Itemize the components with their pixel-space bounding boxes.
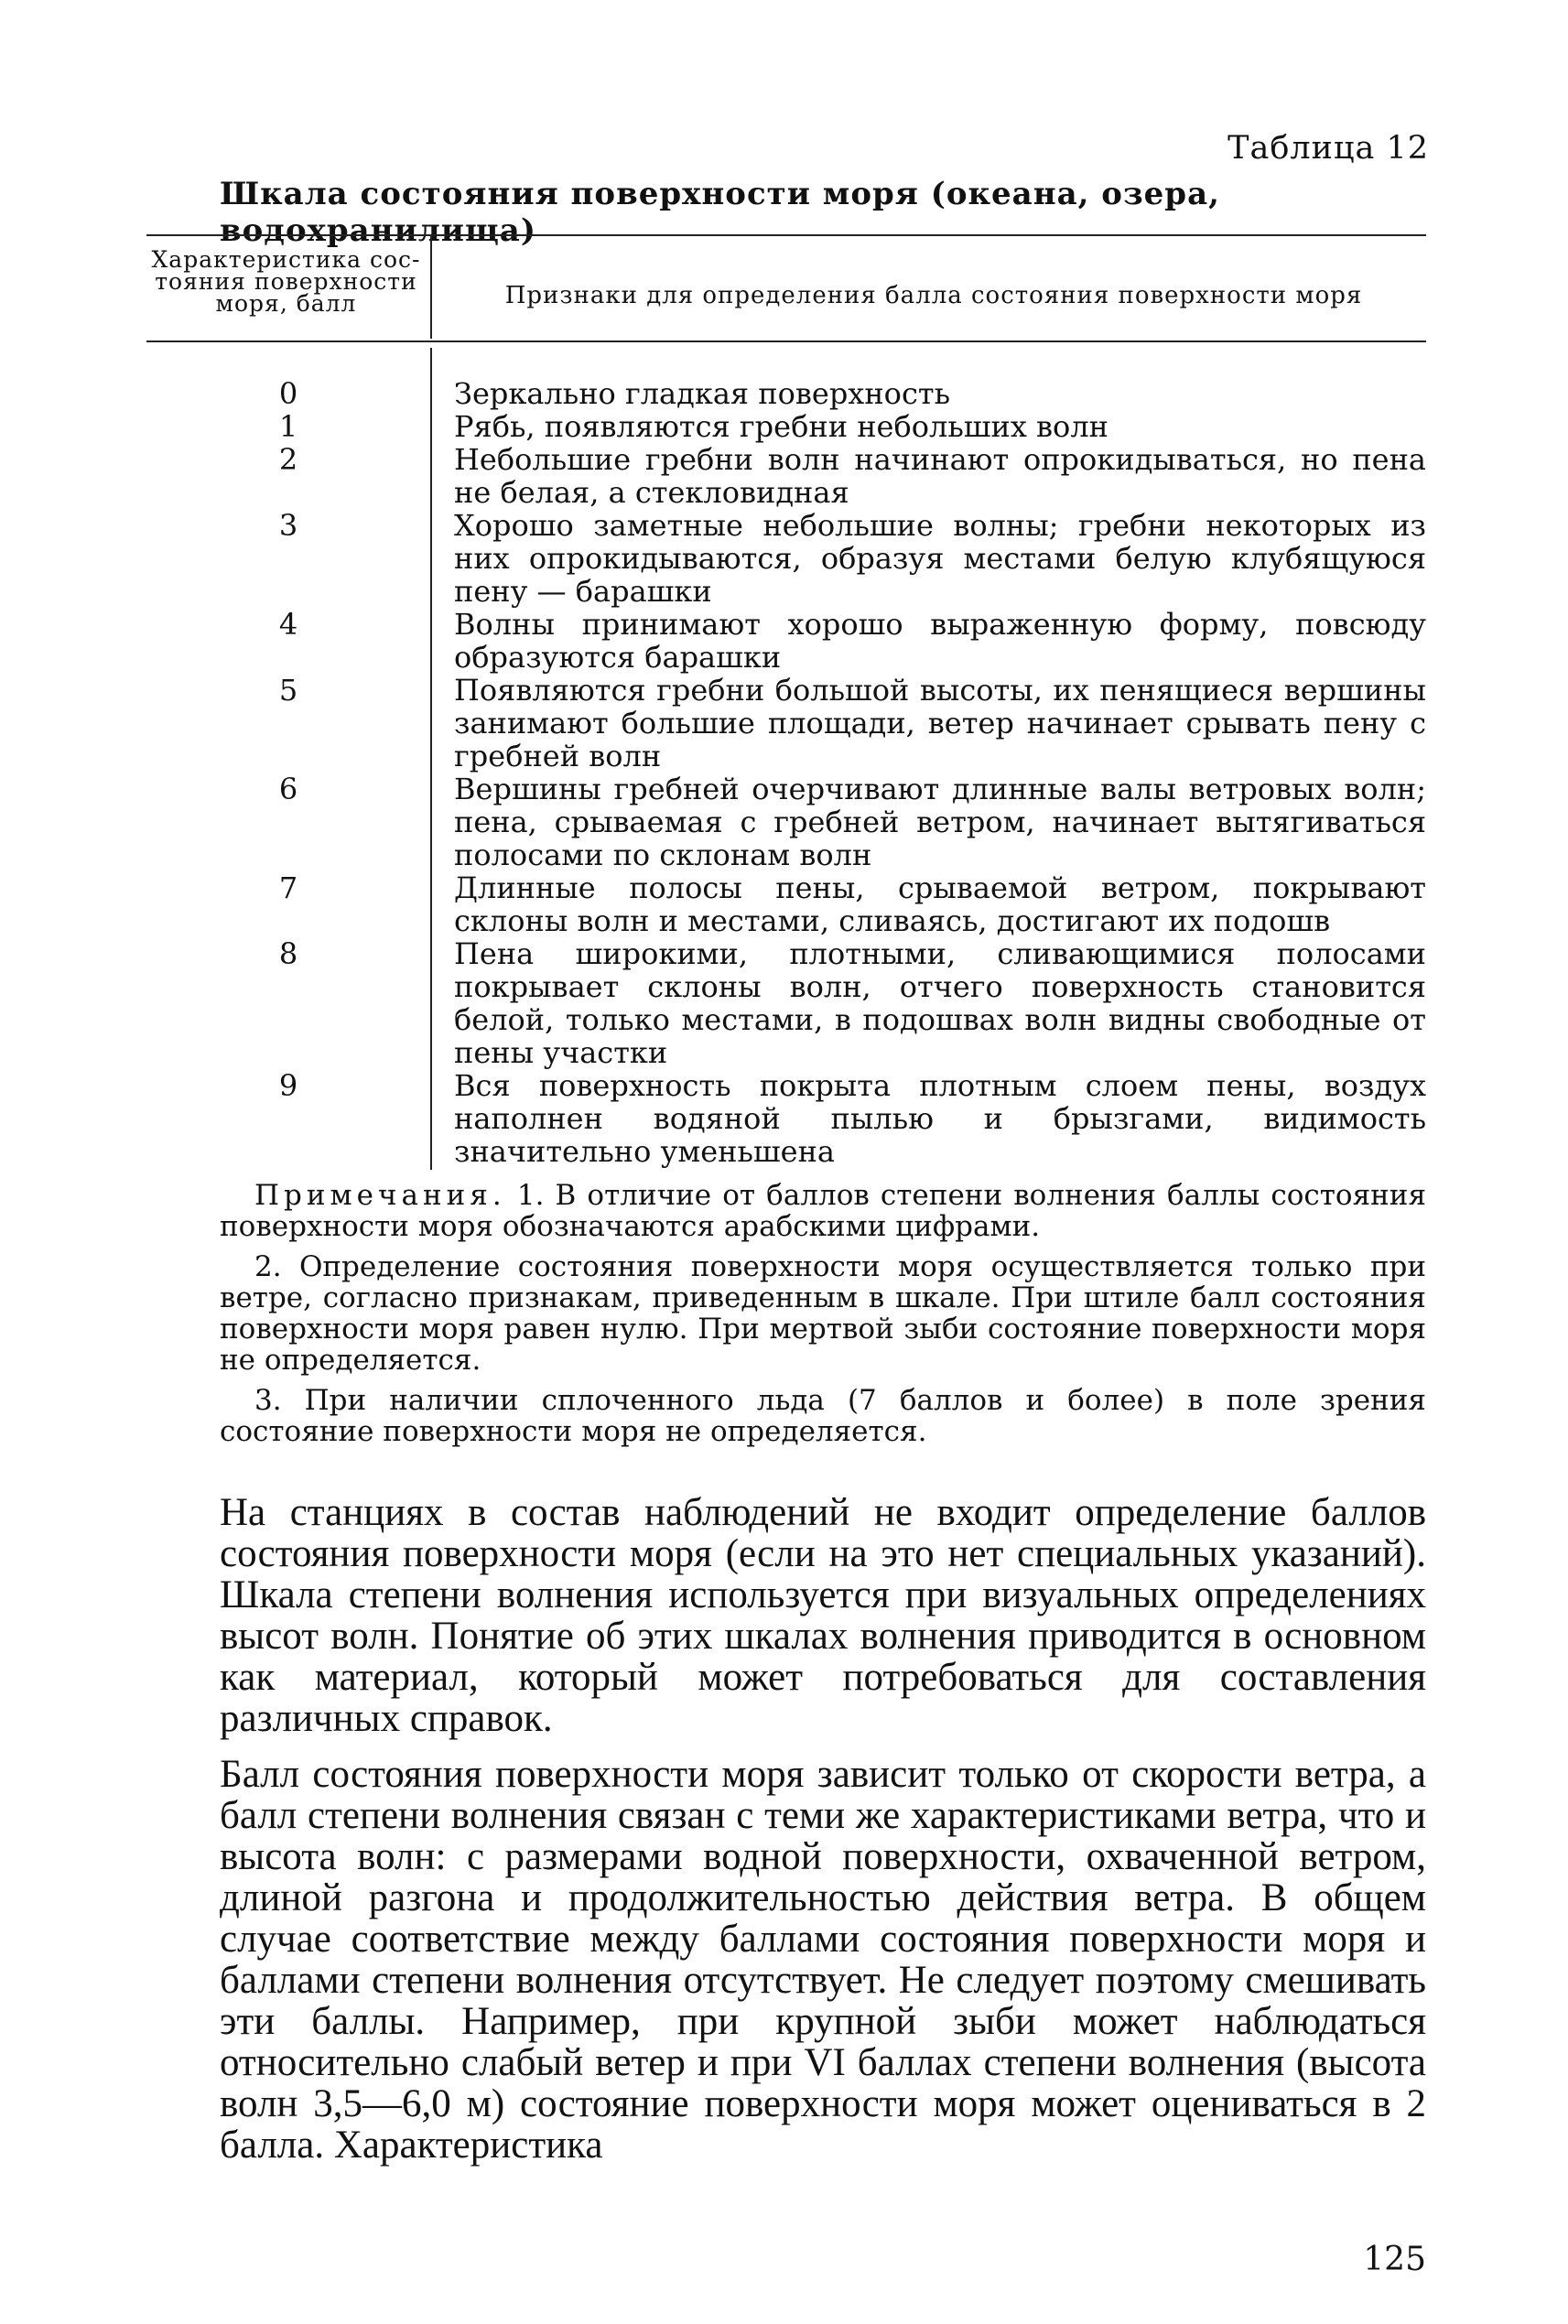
score-cell: 9: [278, 1068, 298, 1103]
note-1: [220, 1180, 1426, 1242]
notes-heading: Примечания.: [254, 1179, 506, 1212]
description-cell: Вся поверхность покрыта плотным слоем пены, воздух наполнен водяной пылью и брызгами, видимость значительно уменьшена: [454, 1068, 1426, 1169]
body-paragraph-2: Балл состояния поверхности моря зависит только от скорости ветра, а балл степени волнения связан с теми же характеристиками ветра, что и высота волн: с размерами водной поверхности, охваченной ветром, длиной разгона и продолжительностью действия ветра. В общем случае соответствие между баллами состояния поверхности моря и баллами степени волнения отсутствует. Не следует поэтому смешивать эти баллы. Например, при крупной зыби может наблюдаться относительно слабый ветер и при VI баллах степени волнения (высота волн 3,5—6,0 м) состояние поверхности моря может оцениваться в 2 балла. Характеристика: [220, 1753, 1426, 2167]
description-cell: Пена широкими, плотными, сливающимися полосами покрывает склоны волн, отчего поверхность становится белой, только местами, в подошвах волн видны свободные от пены участки: [454, 936, 1426, 1070]
table-body: [146, 377, 1426, 1168]
table-row: [146, 410, 1426, 443]
score-cell: 2: [278, 442, 298, 477]
description-cell: Зеркально гладкая поверхность: [454, 376, 950, 411]
table-row: [146, 773, 1426, 871]
description-cell: Длинные полосы пены, срываемой ветром, покрывают склоны волн и местами, сливаясь, достигают их подошв: [454, 870, 1426, 938]
header-description-column: Признаки для определения балла состояния поверхности моря: [504, 282, 1363, 309]
score-cell: 8: [278, 936, 298, 971]
description-cell: Появляются гребни большой высоты, их пенящиеся вершины занимают большие площади, ветер начинает срывать пену с гребней волн: [454, 673, 1426, 773]
page-number: 125: [1363, 2241, 1426, 2278]
description-cell: Рябь, появляются гребни небольших волн: [454, 409, 1108, 444]
table-row: [146, 443, 1426, 509]
body-text: [220, 1492, 1426, 2180]
score-cell: 4: [278, 607, 298, 642]
description-cell: Небольшие гребни волн начинают опрокидываться, но пена не белая, а стекловидная: [454, 442, 1426, 510]
table-top-rule: [146, 234, 1426, 236]
table-row: [146, 608, 1426, 674]
table-row: [146, 871, 1426, 937]
table-label: Таблица 12: [1227, 130, 1429, 167]
note-1-text: 1. В отличие от баллов степени волнения баллы состояния поверхности моря обозначаются арабскими цифрами.: [220, 1179, 1427, 1243]
score-cell: 7: [278, 870, 298, 905]
table-row: [146, 509, 1426, 608]
table-title: Шкала состояния поверхности моря (океана, озера, водохранилища): [220, 176, 1220, 249]
body-paragraph-1: На станциях в состав наблюдений не входит определение баллов состояния поверхности моря (если на это нет специальных указаний). Шкала степени волнения используется при визуальных определениях высот волн. Понятие об этих шкалах волнения приводится в основном как материал, который может потребоваться для составления различных справок.: [220, 1491, 1426, 1740]
header-column-divider: [430, 236, 432, 339]
description-cell: Хорошо заметные небольшие волны; гребни некоторых из них опрокидываются, образуя местами белую клубящуюся пену — барашки: [454, 508, 1426, 609]
score-cell: 5: [278, 673, 298, 708]
note-3: 3. При наличии сплоченного льда (7 баллов и более) в поле зрения состояние поверхности моря не определяется.: [220, 1384, 1426, 1448]
description-cell: Волны принимают хорошо выраженную форму, повсюду образуются барашки: [454, 607, 1426, 675]
score-cell: 3: [278, 508, 298, 543]
table-row: [146, 1069, 1426, 1168]
table-row: [146, 674, 1426, 773]
score-cell: 1: [278, 409, 298, 444]
table-notes: [220, 1180, 1426, 1456]
score-cell: 0: [278, 376, 298, 411]
table-header-rule: [146, 340, 1426, 342]
description-cell: Вершины гребней очерчивают длинные валы ветровых волн; пена, срываемая с гребней ветром, начинает вытягиваться полосами по склонам волн: [454, 772, 1426, 872]
score-cell: 6: [278, 772, 298, 806]
note-2: 2. Определение состояния поверхности моря осуществляется только при ветре, согласно признакам, приведенным в шкале. При штиле балл состояния поверхности моря равен нулю. При мертвой зыби состояние поверхности моря не определяется.: [220, 1250, 1426, 1377]
table-row: [146, 937, 1426, 1069]
table-row: [146, 377, 1426, 410]
header-score-column: Характеристика сос-тояния поверхности моря, балл: [151, 246, 421, 317]
